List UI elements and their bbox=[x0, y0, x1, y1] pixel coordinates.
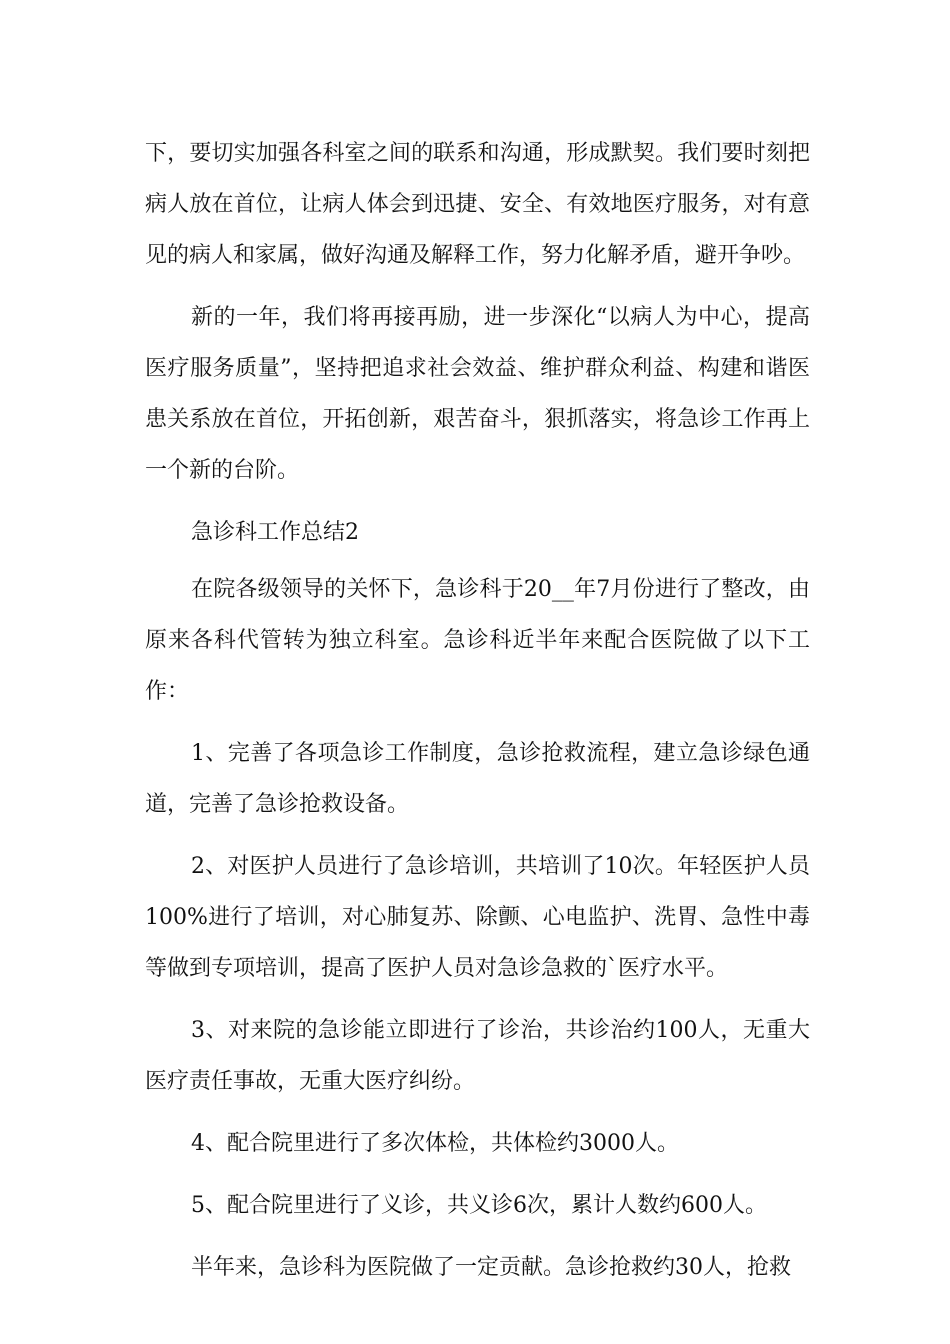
paragraph-continuation: 下，要切实加强各科室之间的联系和沟通，形成默契。我们要时刻把病人放在首位，让病人体会到迅捷、安全、有效地医疗服务，对有意见的病人和家属，做好沟通及解释工作，努力化解矛盾，避开争吵。 bbox=[145, 141, 810, 268]
paragraph-new-year: 新的一年，我们将再接再励，进一步深化“以病人为中心，提高医疗服务质量”，坚持把追求社会效益、维护群众利益、构建和谐医患关系放在首位，开拓创新，艰苦奋斗，狠抓落实，将急诊工作再上一个新的台阶。 bbox=[145, 305, 810, 483]
paragraph-item-5: 5、配合院里进行了义诊，共义诊6次，累计人数约600人。 bbox=[191, 1193, 767, 1218]
document-body bbox=[145, 128, 810, 1304]
paragraph-item-1: 1、完善了各项急诊工作制度，急诊抢救流程，建立急诊绿色通道，完善了急诊抢救设备。 bbox=[145, 741, 810, 817]
paragraph-item-4: 4、配合院里进行了多次体检，共体检约3000人。 bbox=[191, 1131, 679, 1156]
paragraph-summary: 半年来，急诊科为医院做了一定贡献。急诊抢救约30人，抢救 bbox=[191, 1255, 791, 1280]
paragraph-item-2: 2、对医护人员进行了急诊培训，共培训了10次。年轻医护人员100%进行了培训，对心肺复苏、除颤、心电监护、洗胃、急性中毒等做到专项培训，提高了医护人员对急诊急救的`医疗水平。 bbox=[145, 854, 810, 981]
paragraph-item-3: 3、对来院的急诊能立即进行了诊治，共诊治约100人，无重大医疗责任事故，无重大医疗纠纷。 bbox=[145, 1018, 810, 1094]
section-heading: 急诊科工作总结2 bbox=[191, 520, 359, 545]
paragraph-intro: 在院各级领导的关怀下，急诊科于20__年7月份进行了整改，由原来各科代管转为独立科室。急诊科近半年来配合医院做了以下工作： bbox=[145, 577, 810, 704]
